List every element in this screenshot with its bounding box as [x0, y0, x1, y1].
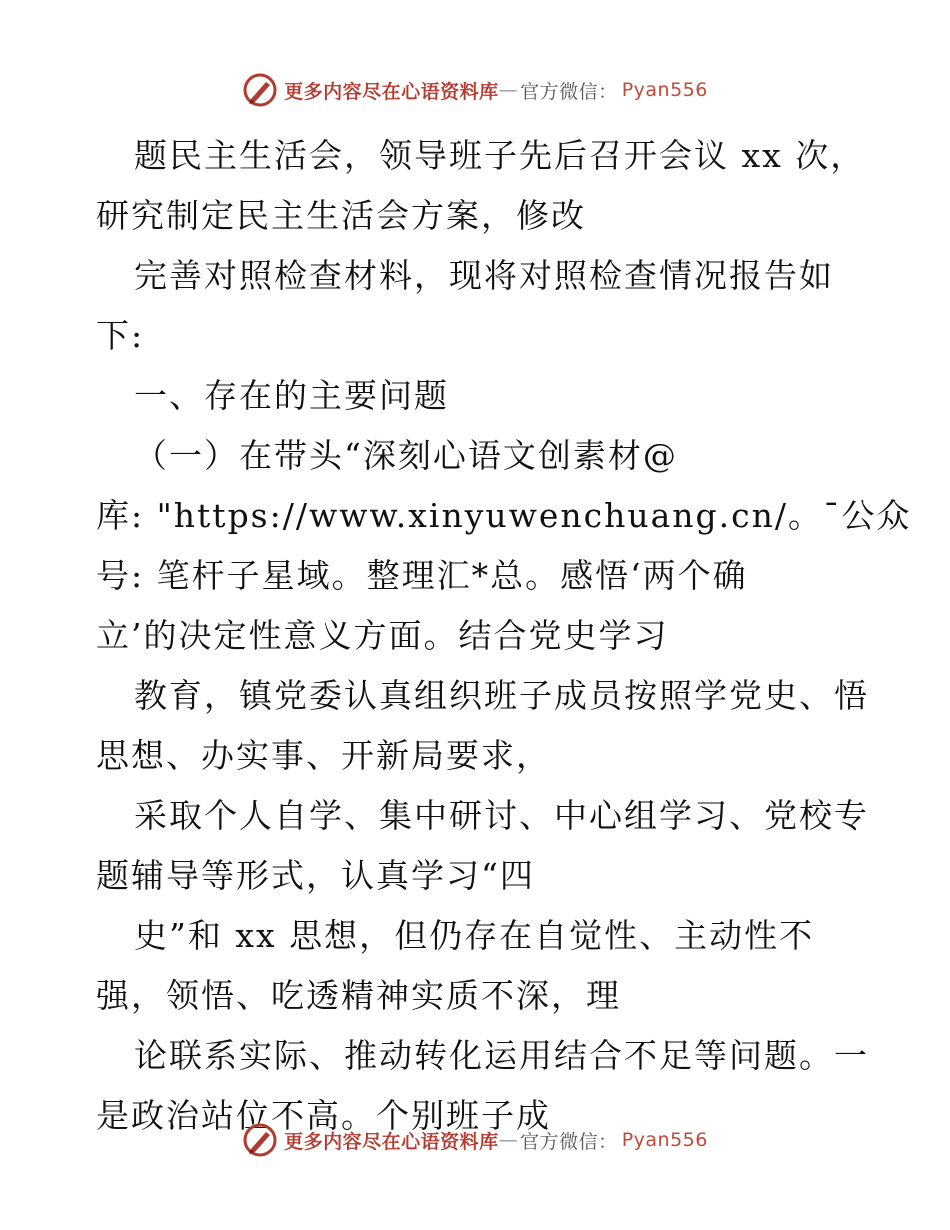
body-line: 题民主生活会，领导班子先后召开会议 xx 次， [134, 136, 866, 175]
banner-wechat-label: 官方微信： [520, 80, 618, 103]
banner-separator: — [498, 79, 519, 101]
banner-wechat-label: 官方微信： [520, 1130, 618, 1153]
banner-main-text: 更多内容尽在心语资料库 [284, 80, 499, 103]
body-line: 库: "https://www.xinyuwenchuang.cn/。¯公众 [96, 496, 912, 535]
banner-wechat-id: Pyan556 [621, 79, 708, 101]
body-line: 采取个人自学、集中研讨、中心组学习、党校专 [134, 796, 869, 835]
body-line: 思想、办实事、开新局要求， [96, 736, 551, 775]
footer-banner [0, 1118, 950, 1162]
body-line: 下: [96, 316, 145, 355]
section-heading: 一、存在的主要问题 [134, 376, 449, 415]
body-line: 论联系实际、推动转化运用结合不足等问题。一 [134, 1036, 869, 1075]
banner-main-text: 更多内容尽在心语资料库 [284, 1130, 499, 1153]
pen-logo-icon [242, 1122, 278, 1158]
banner-separator: — [498, 1129, 519, 1151]
body-line: 号: 笔杆子星域。整理汇*总。感悟‘两个确 [96, 556, 748, 595]
banner-wechat-id: Pyan556 [621, 1129, 708, 1151]
body-line: 教育，镇党委认真组织班子成员按照学党史、悟 [134, 676, 869, 715]
header-banner [0, 68, 950, 112]
body-line: 史”和 xx 思想，但仍存在自觉性、主动性不 [134, 916, 815, 955]
body-line: 题辅导等形式，认真学习“四 [96, 856, 535, 895]
document-body [96, 126, 912, 1146]
body-line: 立’的决定性意义方面。结合党史学习 [96, 616, 669, 655]
body-line: 强，领悟、吃透精神实质不深，理 [96, 976, 621, 1015]
body-line: 是政治站位不高。个别班子成 [96, 1096, 551, 1135]
pen-logo-icon [242, 72, 278, 108]
subsection-heading: （一）在带头“深刻心语文创素材@ [134, 436, 678, 475]
body-line: 完善对照检查材料，现将对照检查情况报告如 [134, 256, 834, 295]
body-line: 研究制定民主生活会方案，修改 [96, 196, 586, 235]
